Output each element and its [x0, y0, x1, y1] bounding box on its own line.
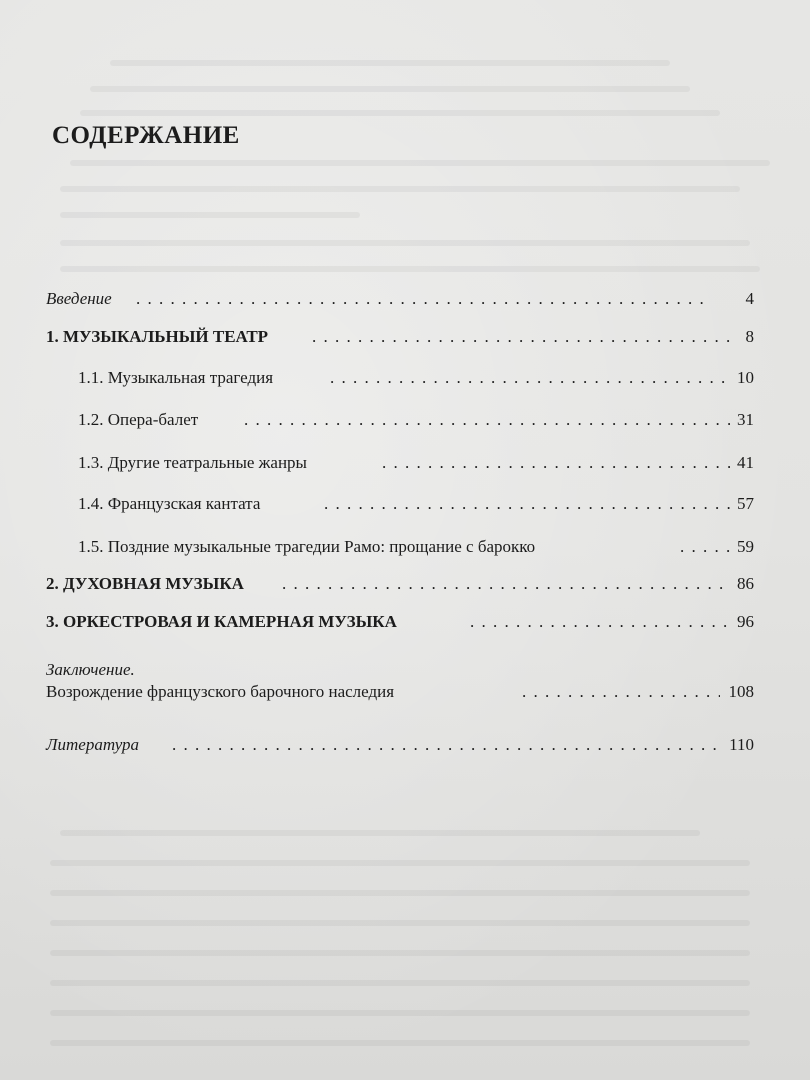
toc-leader-dots: [312, 322, 737, 352]
toc-entry-label: 2. ДУХОВНАЯ МУЗЫКА: [46, 574, 244, 593]
toc-entry-chapter-1[interactable]: [0, 322, 810, 352]
toc-entry-introduction[interactable]: [0, 284, 810, 314]
toc-entry-section-1-1[interactable]: [0, 363, 810, 393]
toc-page-number: 108: [728, 682, 754, 701]
toc-entry-bibliography[interactable]: [0, 730, 810, 760]
toc-leader-dots: [282, 569, 730, 599]
toc-entry-label: 3. ОРКЕСТРОВАЯ И КАМЕРНАЯ МУЗЫКА: [46, 612, 397, 631]
toc-entry-label: 1.1. Музыкальная трагедия: [78, 368, 274, 387]
toc-entry-chapter-2[interactable]: [0, 569, 810, 599]
toc-page-number: 57: [737, 494, 754, 513]
toc-leader-dots: [522, 677, 720, 707]
toc-entry-label: 1.5. Поздние музыкальные трагедии Рамо: прощание с барокко: [78, 537, 536, 556]
toc-entry-label: Введение: [46, 289, 112, 308]
toc-entry-section-1-5[interactable]: [0, 532, 810, 562]
toc-page-number: 86: [737, 574, 754, 593]
toc-leader-dots: [244, 405, 730, 435]
toc-page-number: 10: [737, 368, 754, 387]
toc-entry-label: 1.4. Французская кантата: [78, 494, 261, 513]
toc-entry-chapter-3[interactable]: [0, 607, 810, 637]
toc-entry-label: Литература: [46, 735, 140, 754]
toc-leader-dots: [172, 730, 720, 760]
toc-entry-section-1-2[interactable]: [0, 405, 810, 435]
toc-page-number: 96: [737, 612, 754, 631]
page-title: СОДЕРЖАНИЕ: [52, 122, 240, 149]
toc-entry-label: 1. МУЗЫКАЛЬНЫЙ ТЕАТР: [46, 327, 269, 346]
toc-leader-dots: [136, 284, 712, 314]
toc-conclusion-heading: Заключение.: [46, 660, 135, 679]
toc-leader-dots: [324, 489, 730, 519]
toc-entry-label: Возрождение французского барочного наследия: [46, 682, 395, 701]
toc-entry-label: 1.2. Опера-балет: [78, 410, 199, 429]
toc-page-number: 59: [737, 537, 754, 556]
toc-entry-section-1-4[interactable]: [0, 489, 810, 519]
toc-leader-dots: [382, 448, 730, 478]
toc-entry-section-1-3[interactable]: [0, 448, 810, 478]
toc-entry-conclusion[interactable]: [0, 677, 810, 707]
toc-leader-dots: [330, 363, 730, 393]
toc-page-number: 31: [737, 410, 754, 429]
toc-page-number: 41: [737, 453, 754, 472]
toc-page-number: 110: [729, 735, 754, 754]
toc-page-number: 4: [745, 289, 754, 308]
toc-page-number: 8: [745, 327, 754, 346]
toc-entry-label: 1.3. Другие театральные жанры: [78, 453, 307, 472]
toc-leader-dots: [470, 607, 730, 637]
